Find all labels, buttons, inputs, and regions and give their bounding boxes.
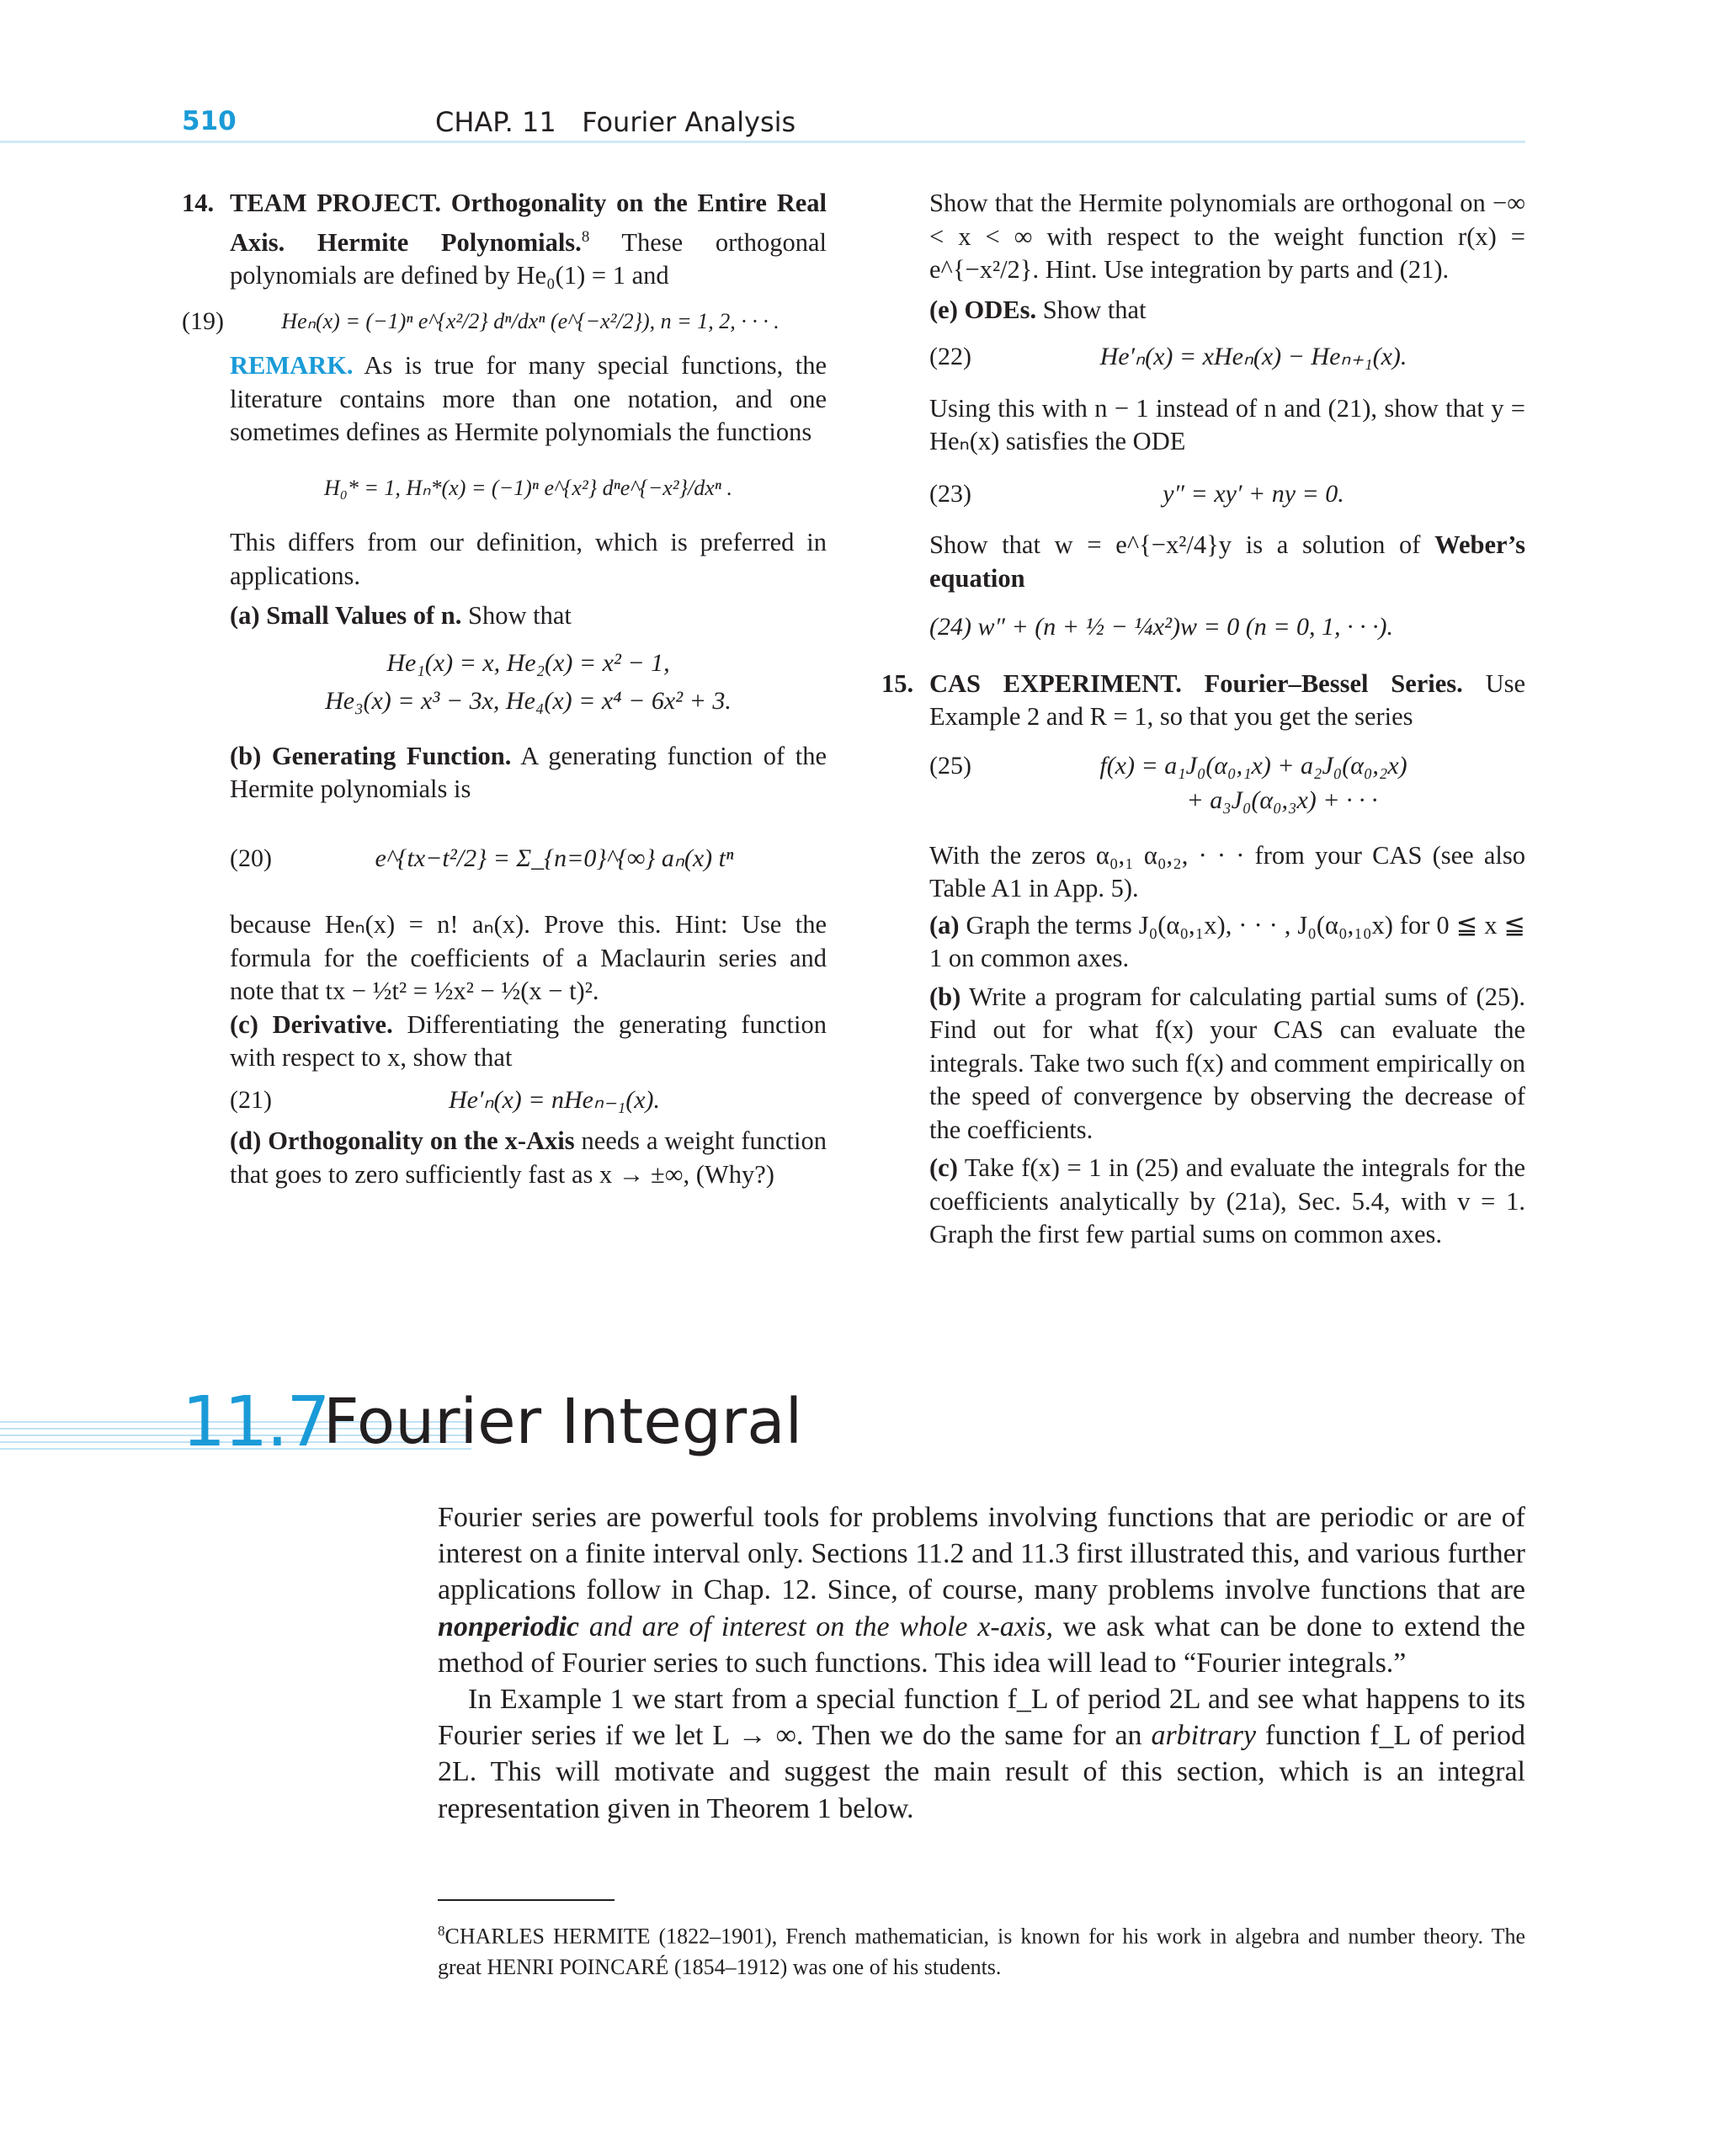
page-number: 510 — [182, 106, 237, 136]
problem-14-intro — [182, 187, 827, 293]
equation-body: Heₙ(x) = (−1)ⁿ e^{x²/2} dⁿ/dxⁿ (e^{−x²/2}), n = 1, 2, · · · . — [281, 308, 780, 333]
part-b — [182, 740, 827, 807]
equation-number: (22) — [929, 343, 971, 370]
part-15b-label: (b) — [929, 982, 961, 1011]
part-15c-text: Take f(x) = 1 in (25) and evaluate the integrals for the coefficients analytically by (21a), Sec. 5.4, with v = 1. Graph the first few partial sums on common axes. — [929, 1153, 1525, 1248]
equation-body: He′ₙ(x) = nHeₙ₋₁(x). — [448, 1085, 661, 1114]
part-15c — [929, 1152, 1525, 1252]
weber-text-lead: Show that w = e^{−x²/4}y is a solution of — [929, 530, 1435, 559]
section-body — [438, 1499, 1525, 1827]
equation-22 — [929, 340, 1525, 374]
equation-24 — [929, 610, 1525, 644]
remark-label: REMARK. — [230, 351, 354, 381]
equation-19 — [182, 305, 827, 338]
equation-number: (23) — [929, 479, 971, 508]
equation-23 — [929, 477, 1525, 511]
equation-21 — [182, 1083, 827, 1117]
equation-number: (21) — [230, 1085, 272, 1114]
problem-15-intro — [881, 668, 1525, 734]
equation-body: f(x) = a₁J₀(α₀,₁x) + a₂J₀(α₀,₂x) — [1099, 751, 1407, 780]
right-column — [881, 187, 1526, 1252]
body-p1-text-a: Fourier series are powerful tools for problems involving functions that are periodic or are of interest on a finite interval only. Sections 11.2 and 11.3 first illustrated this, and various further applications follow in Chap. 12. Since, of course, many problems involve functions that are — [438, 1502, 1525, 1606]
part-b-label: (b) Generating Function. — [230, 741, 512, 770]
part-b-because: because Heₙ(x) = n! aₙ(x). Prove this. Hint: Use the formula for the coefficients of a Maclaurin series and note that tx − ½t² = ½x² − ½(x − t)². — [230, 910, 827, 1006]
part-d — [182, 1125, 827, 1191]
equation-body: H₀* = 1, Hₙ*(x) = (−1)ⁿ e^{x²} dⁿe^{−x²}/dxⁿ . — [324, 475, 732, 500]
equation-body: He₁(x) = x, He₂(x) = x² − 1, — [386, 648, 670, 677]
part-d-text: needs a weight function that goes to zero sufficiently fast as x → ±∞, (Why?) — [230, 1126, 827, 1189]
problem-15-number: 15. — [881, 668, 914, 698]
problem-14-number: 14. — [182, 189, 215, 217]
weber-text — [929, 529, 1525, 595]
equation-body: He₃(x) = x³ − 3x, He₄(x) = x⁴ − 6x² + 3. — [325, 687, 732, 716]
orthogonality-text: Show that the Hermite polynomials are orthogonal on −∞ < x < ∞ with respect to the weight function r(x) = e^{−x²/2}. Hint. Use integration by parts and (21). — [929, 189, 1525, 284]
part-a — [182, 599, 827, 633]
equation-alt-hermite — [182, 471, 827, 505]
problem-15-text: Use Example 2 and R = 1, so that you get the series — [929, 668, 1526, 731]
section-title: Fourier Integral — [323, 1386, 803, 1458]
problem-15-title: CAS EXPERIMENT. Fourier–Bessel Series. — [929, 668, 1463, 698]
body-p1-text-b: we ask what can be done to extend the method of Fourier series to such functions. This idea will lead to “Fourier integrals.” — [438, 1610, 1525, 1679]
header-rule — [0, 141, 1525, 143]
equation-20 — [182, 842, 827, 876]
part-c-text: Differentiating the generating function with respect to x, show that — [230, 1009, 827, 1073]
part-15b — [929, 981, 1525, 1147]
body-paragraph-1 — [438, 1499, 1525, 1681]
part-a-text: Show that — [461, 601, 572, 631]
equation-body: e^{tx−t²/2} = Σ_{n=0}^{∞} aₙ(x) tⁿ — [375, 844, 734, 872]
body-p2-text-a: In Example 1 we start from a special function f_L of period 2L and see what happens to its Fourier series if we let L → ∞. Then we do the same for an — [438, 1684, 1525, 1752]
part-e — [929, 294, 1525, 327]
footnote-mark: 8 — [438, 1923, 445, 1939]
body-p2-text-b: function f_L of period 2L. This will motivate and suggest the main result of this section, which is an integral representation given in Theorem 1 below. — [438, 1720, 1525, 1824]
part-e-label: (e) ODEs. — [929, 295, 1037, 324]
part-a-label: (a) Small Values of n. — [230, 601, 462, 631]
part-e-text: Show that — [1036, 295, 1147, 324]
equation-body: y″ = xy′ + ny = 0. — [1163, 479, 1344, 508]
problem-14-title: TEAM PROJECT. Orthogonality on the Entire Real Axis. Hermite Polynomials. — [230, 189, 827, 257]
equation-body: + a₃J₀(α₀,₃x) + · · · — [1186, 786, 1378, 814]
part-b-text: A generating function of the Hermite polynomials is — [230, 741, 827, 804]
equation-small-values-1 — [182, 647, 827, 680]
part-15a-text: Graph the terms J₀(α₀,₁x), · · · , J₀(α₀,₁₀x) for 0 ≦ x ≦ 1 on common axes. — [929, 910, 1525, 972]
equation-body: (24) w″ + (n + ½ − ¼x²)w = 0 (n = 0, 1, · · ·). — [929, 613, 1393, 641]
running-header: CHAP. 11 Fourier Analysis — [435, 106, 796, 138]
equation-number: (20) — [230, 844, 272, 872]
body-p2-italic: arbitrary — [1151, 1720, 1257, 1752]
zeros-text: With the zeros α₀,₁ α₀,₂, · · · from your CAS (see also Table A1 in App. 5). — [929, 840, 1525, 902]
body-p1-emphasis: nonperiodic — [438, 1610, 580, 1642]
footnote-text: CHARLES HERMITE (1822–1901), French mathematician, is known for his work in algebra and number theory. The great HENRI POINCARÉ (1854–1912) was one of his students. — [438, 1924, 1525, 1979]
footnote-rule — [438, 1899, 615, 1901]
equation-25-cont — [929, 784, 1525, 817]
footnote — [438, 1916, 1525, 1983]
part-15a — [929, 909, 1525, 976]
weber-equation-label: Weber’s equation — [929, 530, 1525, 593]
body-paragraph-2 — [438, 1681, 1525, 1827]
body-p1-italic: and are of interest on the whole x-axis, — [579, 1610, 1053, 1642]
footnote-ref: 8 — [581, 227, 590, 246]
equation-body: He′ₙ(x) = xHeₙ(x) − Heₙ₊₁(x). — [1099, 343, 1407, 370]
part-c-label: (c) Derivative. — [230, 1009, 393, 1039]
differs-text: This differs from our definition, which is preferred in applications. — [230, 528, 827, 590]
using-text: Using this with n − 1 instead of n and (21), show that y = Heₙ(x) satisfies the ODE — [929, 393, 1525, 455]
remark-text: As is true for many special functions, the literature contains more than one notation, and one sometimes defines as Hermite polynomials the functions — [230, 351, 827, 447]
section-number: 11.7 — [182, 1382, 329, 1462]
equation-number: (25) — [929, 751, 971, 780]
equation-small-values-2 — [182, 684, 827, 718]
part-15c-label: (c) — [929, 1153, 958, 1182]
equation-number: (19) — [182, 306, 224, 335]
equation-25 — [929, 749, 1525, 783]
problem-14-text: These orthogonal polynomials are defined by He₀(1) = 1 and — [230, 227, 827, 290]
part-d-label: (d) Orthogonality on the x-Axis — [230, 1126, 575, 1156]
part-c — [182, 1009, 827, 1075]
part-15a-label: (a) — [929, 910, 960, 940]
remark — [182, 349, 827, 450]
part-15b-text: Write a program for calculating partial sums of (25). Find out for what f(x) your CAS can evaluate the integrals. Take two such f(x) and comment empirically on the speed of convergence by observing the decrease of the coefficients. — [929, 982, 1525, 1144]
left-column — [182, 187, 827, 1191]
